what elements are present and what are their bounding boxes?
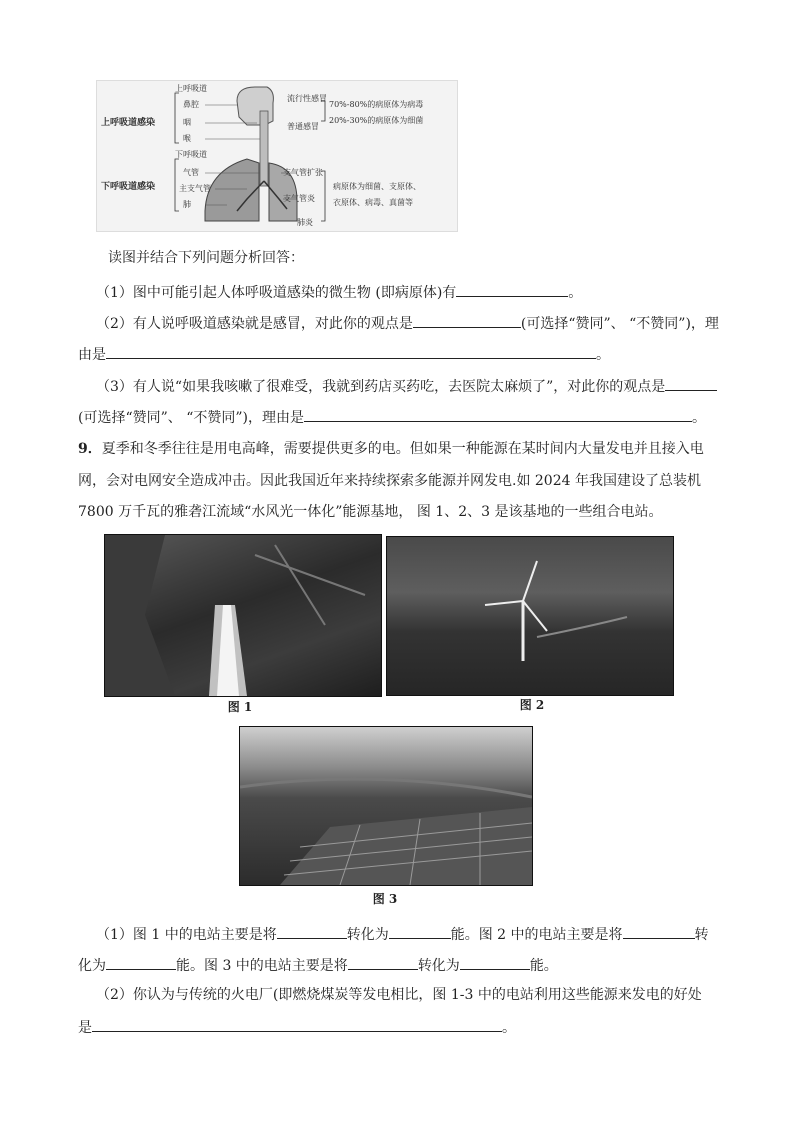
lower-group-label: 下呼吸道感染	[101, 182, 156, 192]
answer-blank-opinion[interactable]	[413, 313, 521, 328]
q8-part2-text: （2）有人说呼吸道感染就是感冒，对此你的观点是	[96, 316, 413, 332]
solar-panels-illustration	[240, 727, 532, 885]
q9-part1-text: 能。图 2 中的电站主要是将	[450, 927, 623, 943]
q8-intro: 读图并结合下列问题分析回答：	[108, 250, 304, 266]
q8-part2-options: (可选择“赞同”、 “不赞同”)，理	[520, 316, 719, 332]
answer-blank-energy[interactable]	[623, 924, 695, 939]
answer-blank-reason[interactable]	[304, 407, 692, 422]
q9-line2: 网，会对电网安全造成冲击。因此我国近年来持续探索多能源并网发电.如 2024 年我国建设了总装机	[78, 473, 701, 489]
q9-part1-text: 化为	[78, 958, 106, 974]
q9-number: 9．	[78, 441, 102, 457]
lower-item: 气管	[183, 168, 199, 177]
answer-blank-energy[interactable]	[348, 955, 418, 970]
upper-item: 喉	[183, 134, 191, 143]
lower-cause: 病原体为细菌、支原体、	[333, 182, 421, 191]
q8-part3-end: 。	[692, 410, 707, 426]
q8-part2-end: 。	[596, 347, 610, 363]
q8-part3-reason	[78, 407, 706, 427]
q9-part2-line1: （2）你认为与传统的火电厂(即燃烧煤炭等发电相比，图 1-3 中的电站利用这些能源来发电的好处	[96, 987, 702, 1003]
figure-2-caption: 图 2	[519, 698, 545, 712]
q9-part1-text: 转化为	[346, 927, 389, 943]
solar-farm-photo	[239, 726, 533, 886]
q9-part1-text: 能。	[529, 958, 558, 974]
upper-item: 鼻腔	[183, 100, 199, 109]
upper-head-label: 上呼吸道	[175, 84, 207, 93]
lower-disease: 肺炎	[297, 218, 313, 227]
answer-blank-energy[interactable]	[277, 924, 347, 939]
q9-line3: 7800 万千瓦的雅砻江流域“水风光一体化”能源基地， 图 1、2、3 是该基地的一些组合电站。	[78, 504, 663, 520]
q8-part1-end: 。	[568, 285, 583, 301]
q9-part1-text: 转	[694, 927, 709, 943]
wind-farm-photo	[386, 536, 674, 696]
lower-disease: 支气管扩张	[283, 168, 323, 177]
q9-part1-line2	[78, 955, 558, 975]
q8-part3	[96, 376, 717, 396]
q9-part1-line1	[96, 924, 709, 944]
waterfall-illustration	[105, 535, 381, 696]
upper-cause: 20%-30%的病原体为细菌	[329, 116, 424, 125]
q8-part2-reason	[78, 344, 610, 364]
answer-blank-reason[interactable]	[106, 344, 596, 359]
q8-part1-text: （1）图中可能引起人体呼吸道感染的微生物 (即病原体)有	[96, 285, 457, 301]
q8-part3-text: （3）有人说“如果我咳嗽了很难受，我就到药店买药吃，去医院太麻烦了”，对此你的观点是	[96, 379, 666, 395]
answer-blank-energy[interactable]	[389, 924, 451, 939]
upper-disease: 流行性感冒	[287, 94, 327, 103]
q9-part2-line2	[78, 1017, 516, 1037]
figure-1-caption: 图 1	[227, 700, 253, 714]
hydropower-station-photo	[104, 534, 382, 697]
q8-part1	[96, 282, 582, 302]
upper-cause: 70%-80%的病原体为病毒	[329, 100, 424, 109]
q9-part1-text: 能。图 3 中的电站主要是将	[176, 958, 348, 974]
q8-part2-reason-label: 由是	[78, 347, 106, 363]
upper-item: 咽	[183, 118, 191, 127]
lower-disease: 支气管炎	[283, 194, 315, 203]
lower-item: 主支气管	[179, 184, 211, 193]
answer-blank-energy[interactable]	[460, 955, 530, 970]
q9-part1-text: 转化为	[417, 958, 460, 974]
answer-blank-advantage[interactable]	[92, 1017, 502, 1032]
answer-blank-opinion[interactable]	[665, 376, 717, 391]
answer-blank-pathogens[interactable]	[456, 282, 568, 297]
wind-turbine-illustration	[387, 537, 673, 695]
q8-part2	[96, 313, 719, 333]
lower-head-label: 下呼吸道	[175, 150, 207, 159]
q9-line1	[78, 440, 704, 458]
upper-disease: 普通感冒	[287, 122, 319, 131]
q9-part2-end: 。	[502, 1020, 516, 1036]
respiratory-infection-diagram	[96, 80, 458, 232]
upper-group-label: 上呼吸道感染	[101, 118, 156, 128]
q9-part1-text: （1）图 1 中的电站主要是将	[96, 927, 277, 943]
q9-part2-text: 是	[78, 1020, 92, 1036]
answer-blank-energy[interactable]	[106, 955, 176, 970]
lower-cause: 衣原体、病毒、真菌等	[333, 198, 413, 207]
lower-item: 肺	[183, 200, 191, 209]
figure-3-caption: 图 3	[372, 892, 398, 906]
q9-text: 夏季和冬季往往是用电高峰，需要提供更多的电。但如果一种能源在某时间内大量发电并且接入电	[101, 441, 704, 457]
q8-part3-reason-label: (可选择“赞同”、 “不赞同”)，理由是	[78, 410, 305, 426]
